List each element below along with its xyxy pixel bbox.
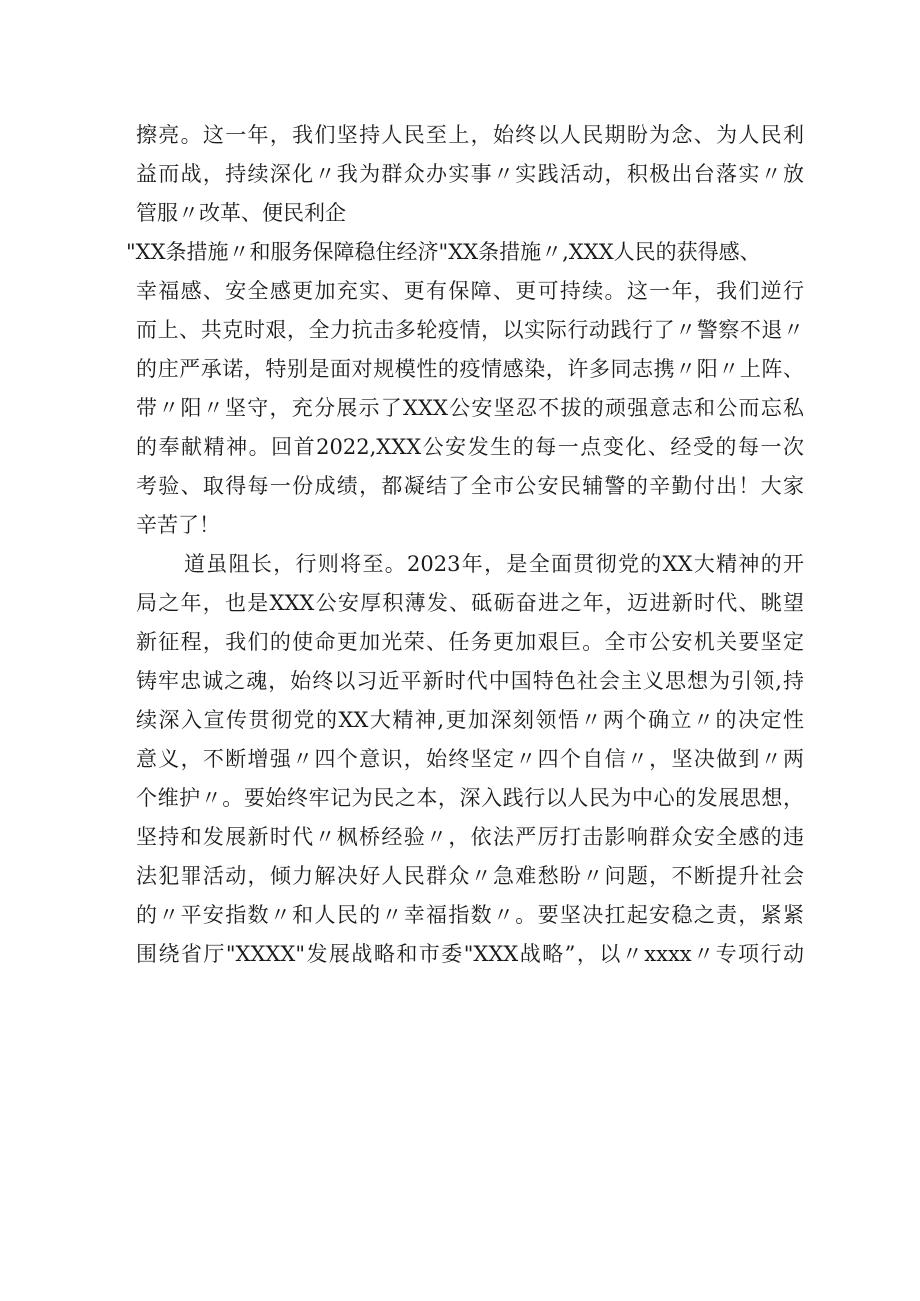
text-line: 铸牢忠诚之魂，始终以习近平新时代中国特色社会主义思想为引领,持 (136, 669, 804, 693)
text-line: 而上、共克时艰，全力抗击多轮疫情，以实际行动践行了〃警察不退〃 (136, 318, 804, 342)
text-line: 擦亮。这一年，我们坚持人民至上，始终以人民期盼为念、为人民利 (136, 123, 804, 147)
text-line: 围绕省厅"XXXX"发展战略和市委"XXX战略”，以〃xxxx〃专项行动 (136, 942, 804, 966)
document-body (126, 116, 804, 974)
text-line: 坚持和发展新时代〃枫桥经验〃，依法严厉打击影响群众安全感的违 (136, 825, 804, 849)
text-line: 益而战，持续深化〃我为群众办实事〃实践活动，积极出台落实〃放 (136, 162, 804, 186)
text-line: 的〃平安指数〃和人民的〃幸福指数〃。要坚决扛起安稳之责，紧紧 (136, 903, 804, 927)
text-line: 新征程，我们的使命更加光荣、任务更加艰巨。全市公安机关要坚定 (136, 630, 804, 654)
text-line: 道虽阻长，行则将至。2023年，是全面贯彻党的XX大精神的开 (184, 552, 804, 576)
text-line: 幸福感、安全感更加充实、更有保障、更可持续。这一年，我们逆行 (136, 279, 804, 303)
text-line: 考验、取得每一份成绩，都凝结了全市公安民辅警的辛勤付出！大家 (136, 474, 804, 498)
text-line: 带〃阳〃坚守，充分展示了XXX公安坚忍不拔的顽强意志和公而忘私 (136, 396, 804, 420)
text-line: 管服〃改革、便民利企 (136, 201, 346, 225)
text-line: 续深入宣传贯彻党的XX大精神,更加深刻领悟〃两个确立〃的决定性 (136, 708, 804, 732)
text-line: 局之年，也是XXX公安厚积薄发、砥砺奋进之年，迈进新时代、眺望 (136, 591, 804, 615)
text-line: "XX条措施〃和服务保障稳住经济"XX条措施〃,XXX人民的获得感、 (126, 240, 761, 264)
text-line: 的庄严承诺，特别是面对规模性的疫情感染，许多同志携〃阳〃上阵、 (136, 357, 804, 381)
text-line: 法犯罪活动，倾力解决好人民群众〃急难愁盼〃问题，不断提升社会 (136, 864, 804, 888)
text-line: 个维护〃。要始终牢记为民之本，深入践行以人民为中心的发展思想， (136, 786, 804, 810)
text-line: 的奉献精神。回首2022,XXX公安发生的每一点变化、经受的每一次 (136, 435, 804, 459)
text-line: 意义，不断增强〃四个意识，始终坚定〃四个自信〃，坚决做到〃两 (136, 747, 804, 771)
text-line: 辛苦了！ (136, 513, 220, 537)
